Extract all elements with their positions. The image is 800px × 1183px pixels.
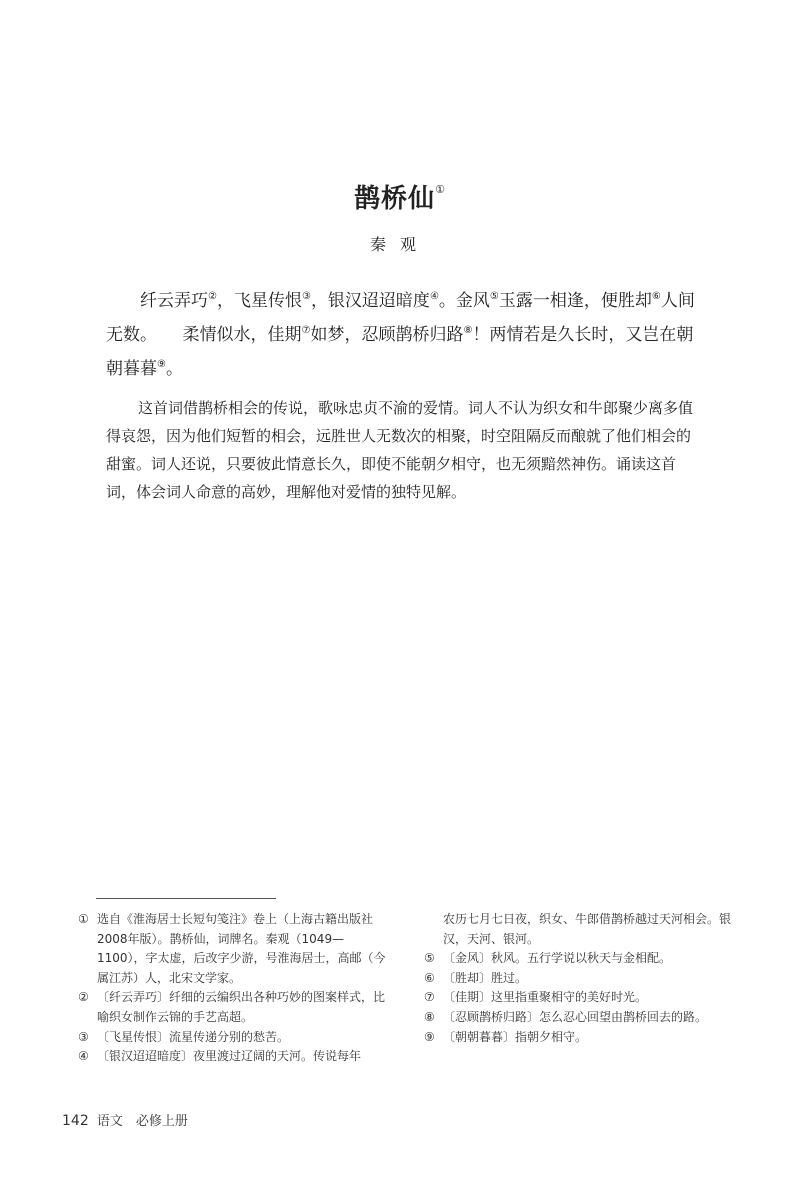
author: 秦观 (369, 235, 430, 254)
footnote (424, 969, 742, 989)
note-ref: ② (208, 291, 217, 302)
title-text: 鹊桥仙 (354, 184, 436, 214)
footnotes-left (78, 910, 390, 1067)
page-number: 142 (62, 1113, 89, 1129)
page-footer (62, 1110, 188, 1129)
footnote (78, 1047, 390, 1067)
note-ref: ⑧ (463, 325, 473, 336)
footnote (78, 910, 390, 988)
footnote (78, 988, 390, 1027)
book-title: 语文 必修上册 (96, 1114, 188, 1129)
note-ref: ⑨ (157, 359, 166, 370)
poem-segment: ，银汉迢迢暗度 (310, 291, 430, 311)
note-ref: ④ (429, 291, 439, 302)
poem-segment: 人间无数。 柔情似水，佳期 (106, 291, 695, 345)
footnote-number: ④ (78, 1049, 89, 1064)
footnote-text: 〔胜却〕胜过。 (443, 970, 528, 985)
footnote-text: 〔佳期〕这里指重聚相守的美好时光。 (443, 990, 648, 1005)
footnote (78, 1028, 390, 1048)
note-ref: ⑤ (489, 291, 499, 302)
footnote-text: 选自《淮海居士长短句笺注》卷上（上海古籍出版社2008年版）。鹊桥仙，词牌名。秦观（1049—1100），字太虚，后改字少游，号淮海居士，高邮（今属江苏）人，北宋文学家。 (97, 912, 386, 985)
footnote-text: 〔纤云弄巧〕纤细的云编织出各种巧妙的图案样式，比喻织女制作云锦的手艺高超。 (97, 990, 386, 1024)
poem-segment: 如梦，忍顾鹊桥归路 (310, 325, 464, 345)
footnote-text: 〔朝朝暮暮〕指朝夕相守。 (443, 1029, 588, 1044)
poem-segment: ！两情若是久长时，又岂在朝朝暮暮 (106, 325, 694, 379)
footnotes-right (424, 910, 742, 1047)
footnote-text: 〔忍顾鹊桥归路〕怎么忍心回望由鹊桥回去的路。 (443, 1009, 708, 1024)
poem-segment: 。金风 (438, 291, 490, 311)
poem-segment: 玉露一相逢，便胜却 (498, 291, 652, 311)
note-ref: ⑥ (651, 291, 661, 302)
poem-text (106, 282, 696, 384)
footnote-text: 农历七月七日夜，织女、牛郎借鹊桥越过天河相会。银汉，天河、银河。 (443, 912, 732, 946)
page-title (0, 178, 800, 215)
poem-segment: ，飞星传恨 (216, 291, 302, 311)
footnote-divider (96, 898, 276, 899)
note-ref: ③ (301, 291, 311, 302)
footnote-number: ⑧ (424, 1009, 435, 1024)
footnote-text: 〔金风〕秋风。五行学说以秋天与金相配。 (443, 951, 672, 966)
footnote-number: ⑦ (424, 990, 435, 1005)
footnote-number: ⑤ (424, 951, 435, 966)
footnote-text: 〔飞星传恨〕流星传递分别的愁苦。 (97, 1029, 290, 1044)
footnote-number: ② (78, 990, 89, 1005)
poem-segment: 。 (165, 359, 183, 379)
footnote-number: ⑨ (424, 1029, 435, 1044)
footnote-continuation (424, 910, 742, 949)
intro-paragraph: 这首词借鹊桥相会的传说，歌咏忠贞不渝的爱情。词人不认为织女和牛郎聚少离多值得哀怨，因为他们短暂的相会，远胜世人无数次的相聚，时空阻隔反而酿就了他们相会的甜蜜。词人还说，只要彼此情意长久，即使不能朝夕相守，也无须黯然神伤。诵读这首词，体会词人命意的高妙，理解他对爱情的独特见解。 (106, 399, 694, 501)
footnote (424, 1008, 742, 1028)
footnote (424, 1028, 742, 1048)
note-ref: ⑦ (301, 325, 311, 336)
footnote (424, 988, 742, 1008)
poem-segment: 纤云弄巧 (140, 291, 208, 311)
title-note-ref: ① (435, 183, 446, 196)
footnote-number: ① (78, 912, 89, 926)
footnote-number: ⑥ (424, 970, 435, 985)
footnote-text: 〔银汉迢迢暗度〕夜里渡过辽阔的天河。传说每年 (97, 1049, 362, 1064)
footnote (424, 949, 742, 969)
footnote-number: ③ (78, 1029, 89, 1044)
